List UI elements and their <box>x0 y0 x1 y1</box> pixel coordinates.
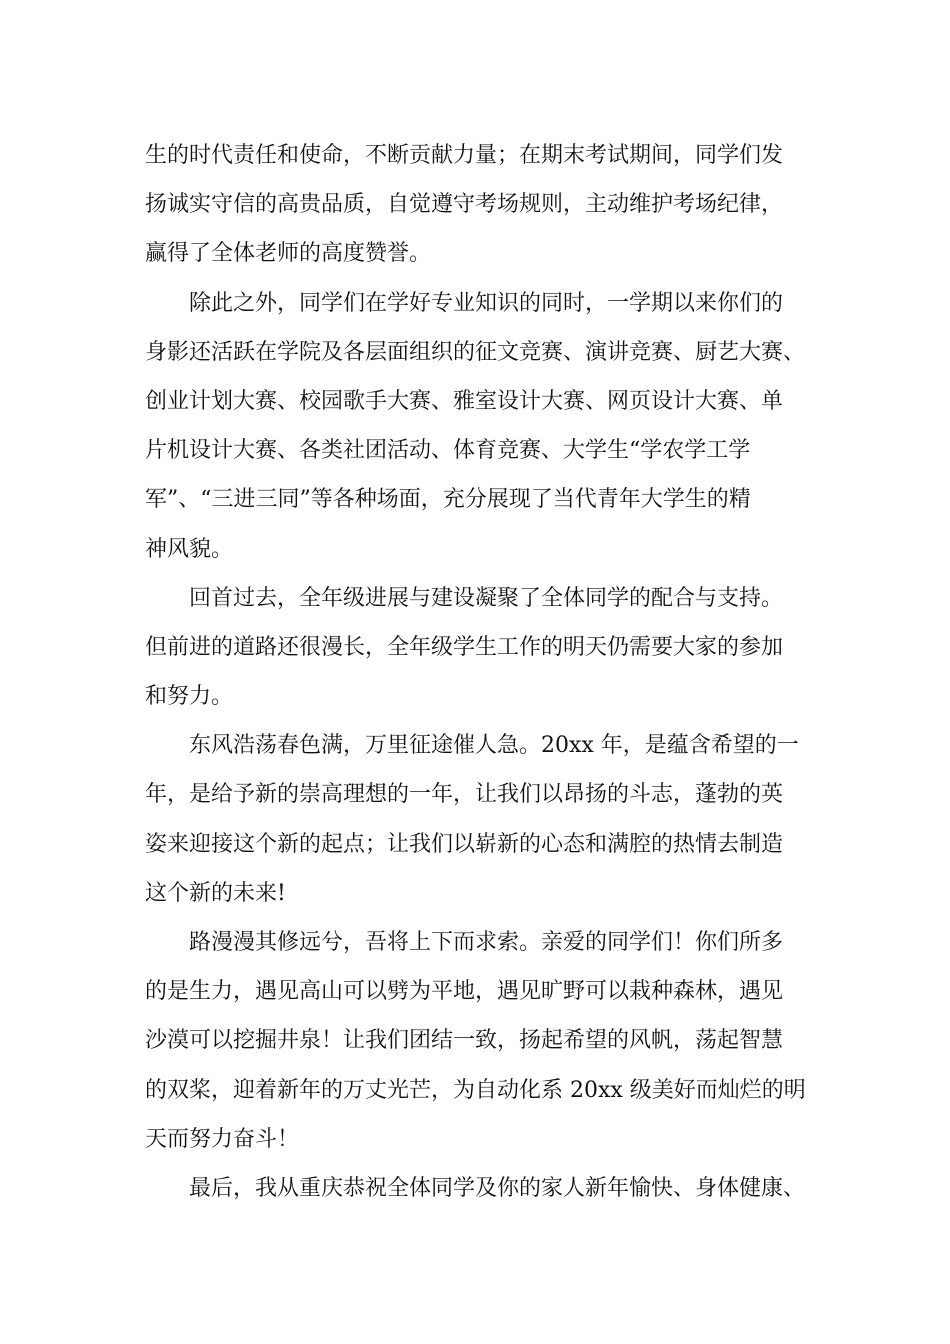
text-line: 但前进的道路还很漫长，全年级学生工作的明天仍需要大家的参加 <box>145 634 784 660</box>
text-line: 最后，我从重庆恭祝全体同学及你的家人新年愉快、身体健康、 <box>189 1175 806 1201</box>
text-line: 除此之外，同学们在学好专业知识的同时，一学期以来你们的 <box>189 290 784 316</box>
text-line: 年，是给予新的崇高理想的一年，让我们以昂扬的斗志，蓬勃的英 <box>145 782 784 808</box>
document-body <box>145 131 825 1213</box>
text-line: 赢得了全体老师的高度赞誉。 <box>145 241 432 267</box>
text-line: 创业计划大赛、校园歌手大赛、雅室设计大赛、网页设计大赛、单 <box>145 388 784 414</box>
text-line: 和努力。 <box>145 684 234 710</box>
paragraph <box>145 131 825 279</box>
text-line: 天而努力奋斗！ <box>145 1126 300 1152</box>
paragraph <box>145 574 825 722</box>
text-line: 回首过去，全年级进展与建设凝聚了全体同学的配合与支持。 <box>189 585 784 611</box>
text-line: 这个新的未来! <box>145 880 286 906</box>
paragraph <box>145 721 825 918</box>
paragraph <box>145 279 825 574</box>
text-line: 沙漠可以挖掘井泉！让我们团结一致，扬起希望的风帆，荡起智慧 <box>145 1028 784 1054</box>
text-line: 神风貌。 <box>145 536 234 562</box>
text-line: 身影还活跃在学院及各层面组织的征文竞赛、演讲竞赛、厨艺大赛、 <box>145 339 806 365</box>
text-line: 的双桨，迎着新年的万丈光芒，为自动化系 20xx 级美好而灿烂的明 <box>145 1077 806 1103</box>
text-line: 姿来迎接这个新的起点；让我们以崭新的心态和满腔的热情去制造 <box>145 831 784 857</box>
text-line: 军”、“三进三同”等各种场面，充分展现了当代青年大学生的精 <box>145 487 751 513</box>
text-line: 片机设计大赛、各类社团活动、体育竞赛、大学生“学农学工学 <box>145 438 751 464</box>
text-line: 扬诚实守信的高贵品质，自觉遵守考场规则，主动维护考场纪律， <box>145 192 784 218</box>
paragraph <box>145 918 825 1164</box>
paragraph <box>145 1164 825 1213</box>
text-line: 的是生力，遇见高山可以劈为平地，遇见旷野可以栽种森林，遇见 <box>145 979 784 1005</box>
text-line: 东风浩荡春色满，万里征途催人急。20xx 年，是蕴含希望的一 <box>189 733 799 759</box>
text-line: 生的时代责任和使命，不断贡献力量；在期末考试期间，同学们发 <box>145 143 784 168</box>
text-line: 路漫漫其修远兮，吾将上下而求索。亲爱的同学们！你们所多 <box>189 930 784 955</box>
